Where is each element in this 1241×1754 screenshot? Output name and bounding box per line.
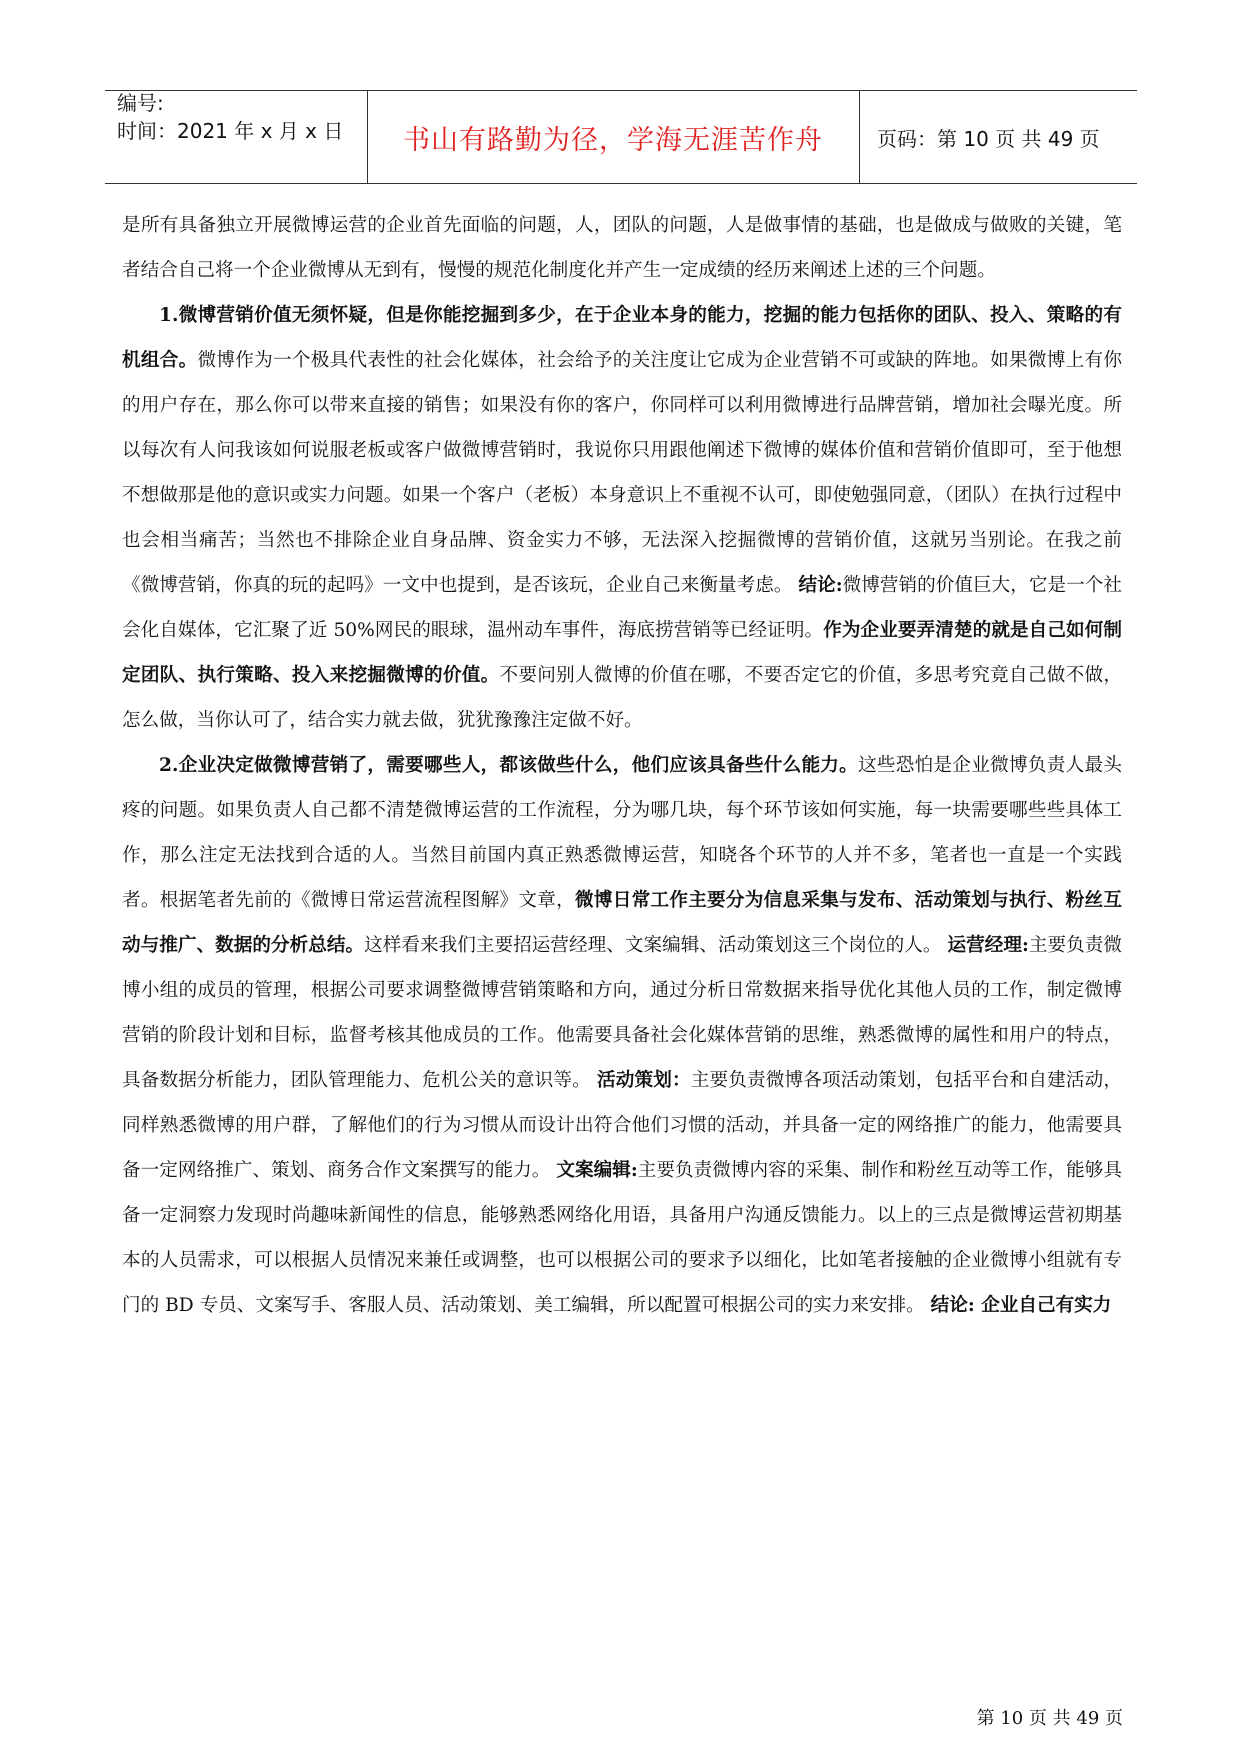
role-copy-editor-label: 文案编辑: (556, 1160, 638, 1181)
paragraph-2-emphasis: 微博日常工作主要分为信息采集与发布、活动策划与执行、粉丝互动与推广、数据的分析总结。 (122, 890, 1122, 956)
header-motto: 书山有路勤为径，学海无涯苦作舟 (403, 124, 823, 156)
paragraph-2 (122, 743, 1122, 1328)
document-time-label: 时间：2021 年 x 月 x 日 (117, 119, 344, 143)
page-footer: 第 10 页 共 49 页 (976, 1708, 1123, 1729)
paragraph-1 (122, 293, 1122, 743)
paragraph-1-conclusion-label: 结论: (798, 575, 843, 596)
paragraph-continuation (122, 203, 1122, 293)
role-operations-manager-label: 运营经理: (947, 935, 1029, 956)
header-meta-cell (105, 91, 368, 183)
role-event-planner-text: 主要负责微博各项活动策划，包括平台和自建活动，同样熟悉微博的用户群，了解他们的行为习惯从而设计出符合他们习惯的活动，并具备一定的网络推广的能力，他需要具备一定网络推广、策划、商务合作文案撰写的能力。 (122, 1070, 1122, 1181)
paragraph-1-conclusion: 微博营销的价值巨大，它是一个社会化自媒体，它汇聚了近 50%网民的眼球，温州动车事件，海底捞营销等已经证明。 (122, 575, 1122, 641)
role-copy-editor-text: 主要负责微博内容的采集、制作和粉丝互动等工作，能够具备一定洞察力发现时尚趣味新闻性的信息，能够熟悉网络化用语，具备用户沟通反馈能力。以上的三点是微博运营初期基本的人员需求，可以根据人员情况来兼任或调整，也可以根据公司的要求予以细化，比如笔者接触的企业微博小组就有专门的 BD 专员、文案写手、客服人员、活动策划、美工编辑，所以配置可根据公司的实力来安排。 (122, 1160, 1122, 1316)
paragraph-2-heading: 2.企业决定做微博营销了，需要哪些人，都该做些什么，他们应该具备些什么能力。 (159, 755, 859, 776)
header-page-cell (859, 91, 1137, 183)
paragraph-1-closing: 不要问别人微博的价值在哪，不要否定它的价值，多思考究竟自己做不做，怎么做，当你认可了，结合实力就去做，犹犹豫豫注定做不好。 (122, 665, 1122, 731)
page-header (105, 90, 1137, 184)
header-motto-cell (367, 91, 860, 183)
paragraph-1-emphasis: 作为企业要弄清楚的就是自己如何制定团队、执行策略、投入来挖掘微博的价值。 (122, 620, 1122, 686)
role-operations-manager-text: 主要负责微博小组的成员的管理，根据公司要求调整微博营销策略和方向，通过分析日常数据来指导优化其他人员的工作，制定微博营销的阶段计划和目标，监督考核其他成员的工作。他需要具备社会化媒体营销的思维，熟悉微博的属性和用户的特点，具备数据分析能力，团队管理能力、危机公关的意识等。 (122, 935, 1122, 1091)
paragraph-2-text: 这些恐怕是企业微博负责人最头疼的问题。如果负责人自己都不清楚微博运营的工作流程，分为哪几块，每个环节该如何实施，每一块需要哪些些具体工作，那么注定无法找到合适的人。当然目前国内真正熟悉微博运营，知晓各个环节的人并不多，笔者也一直是一个实践者。根据笔者先前的《微博日常运营流程图解》文章， (122, 755, 1122, 911)
document-number-label: 编号: (117, 91, 164, 115)
paragraph-text: 是所有具备独立开展微博运营的企业首先面临的问题，人，团队的问题，人是做事情的基础，也是做成与做败的关键，笔者结合自己将一个企业微博从无到有，慢慢的规范化制度化并产生一定成绩的经历来阐述上述的三个问题。 (122, 215, 1122, 281)
paragraph-1-heading: 1.微博营销价值无须怀疑，但是你能挖掘到多少，在于企业本身的能力，挖掘的能力包括你的团队、投入、策略的有机组合。 (122, 305, 1122, 371)
paragraph-2-conclusion: 结论: 企业自己有实力 (930, 1295, 1112, 1316)
paragraph-1-text: 微博作为一个极具代表性的社会化媒体，社会给予的关注度让它成为企业营销不可或缺的阵地。如果微博上有你的用户存在，那么你可以带来直接的销售；如果没有你的客户，你同样可以利用微博进行品牌营销，增加社会曝光度。所以每次有人问我该如何说服老板或客户做微博营销时，我说你只用跟他阐述下微博的媒体价值和营销价值即可，至于他想不想做那是他的意识或实力问题。如果一个客户（老板）本身意识上不重视不认可，即使勉强同意，（团队）在执行过程中也会相当痛苦；当然也不排除企业自身品牌、资金实力不够，无法深入挖掘微博的营销价值，这就另当别论。在我之前《微博营销，你真的玩的起吗》一文中也提到，是否该玩，企业自己来衡量考虑。 (122, 350, 1122, 596)
document-body (122, 203, 1122, 1328)
header-page-info: 页码：第 10 页 共 49 页 (877, 126, 1100, 151)
role-event-planner-label: 活动策划： (596, 1070, 691, 1091)
paragraph-2-roles-intro: 这样看来我们主要招运营经理、文案编辑、活动策划这三个岗位的人。 (364, 935, 942, 956)
